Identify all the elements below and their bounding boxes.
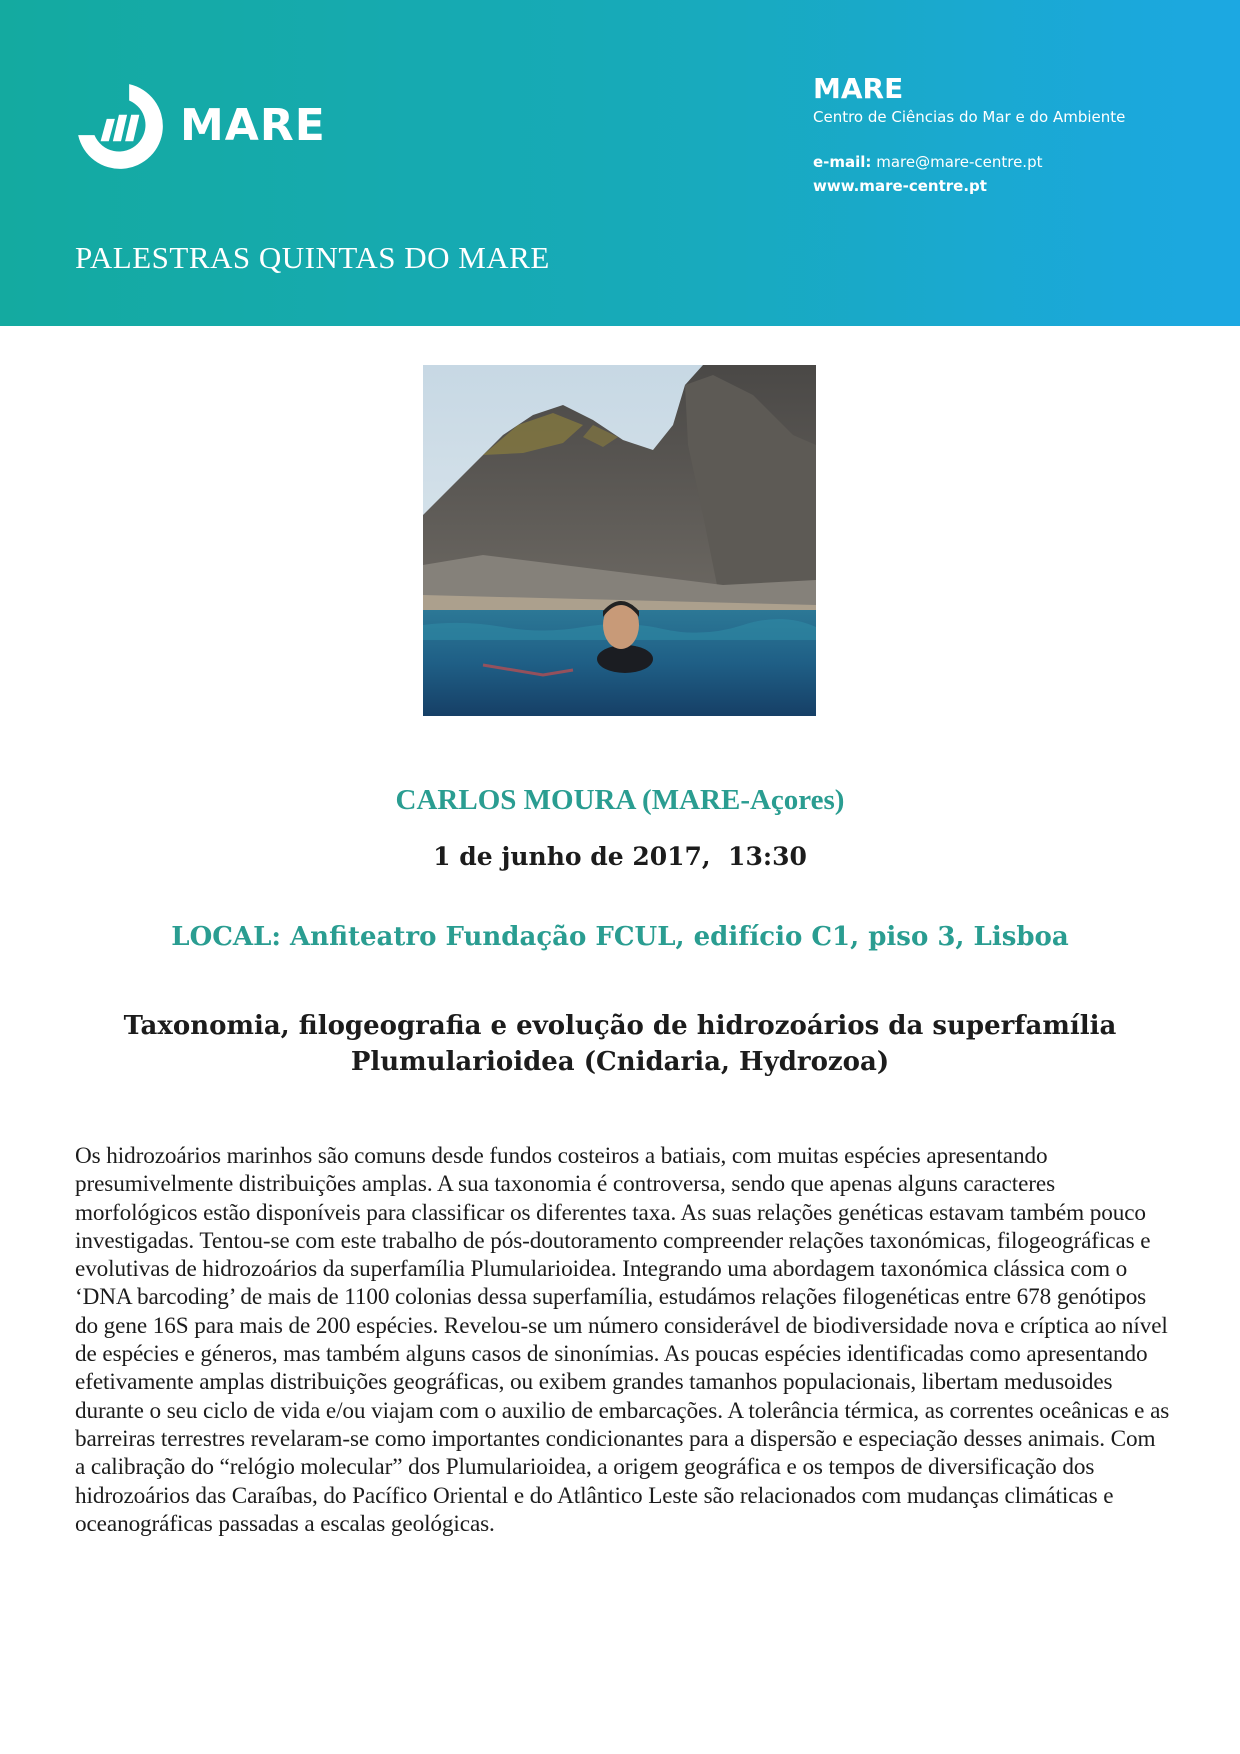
- logo-wordmark: MARE: [180, 100, 326, 151]
- talk-title-line-1: Taxonomia, filogeografia e evolução de hidrozoários da superfamília: [123, 1011, 1117, 1041]
- email-link[interactable]: mare@mare-centre.pt: [876, 153, 1043, 171]
- event-location: LOCAL: Anfiteatro Fundação FCUL, edifício C1, piso 3, Lisboa: [171, 922, 1069, 952]
- website-link[interactable]: www.mare-centre.pt: [813, 177, 987, 195]
- mare-logo-icon: [70, 76, 172, 178]
- email-label: e-mail:: [813, 153, 872, 171]
- talk-title: [80, 1008, 1160, 1080]
- speaker-photo: [423, 365, 816, 716]
- event-date: 1 de junho de 2017, 13:30: [433, 842, 807, 871]
- series-title: PALESTRAS QUINTAS DO MARE: [75, 240, 550, 275]
- speaker-name: CARLOS MOURA (MARE-Açores): [395, 784, 845, 816]
- header-banner: [0, 0, 1240, 326]
- org-email-line: [813, 150, 1125, 174]
- diver-at-sea-photo: [423, 365, 816, 716]
- org-contact-block: [813, 72, 1125, 198]
- org-name: MARE: [813, 72, 904, 105]
- org-subtitle: Centro de Ciências do Mar e do Ambiente: [813, 108, 1126, 126]
- talk-title-line-2: Plumularioidea (Cnidaria, Hydrozoa): [350, 1047, 890, 1077]
- abstract-text: Os hidrozoários marinhos são comuns desde fundos costeiros a batiais, com muitas espécies apresentando presumivelmente distribuições amplas. A sua taxonomia é controversa, sendo que apenas alguns caracteres morfológicos estão disponíveis para classificar os diferentes taxa. As suas relações genéticas estavam também pouco investigadas. Tentou-se com este trabalho de pós-doutoramento compreender relações taxonómicas, filogeográficas e evolutivas de hidrozoários da superfamília Plumularioidea. Integrando uma abordagem taxonómica clássica com o ‘DNA barcoding’ de mais de 1100 colonias dessa superfamília, estudámos relações filogenéticas entre 678 genótipos do gene 16S para mais de 200 espécies. Revelou-se um número considerável de biodiversidade nova e críptica ao nível de espécies e géneros, mas também alguns casos de sinonímias. As poucas espécies identificadas como apresentando efetivamente amplas distribuições geográficas, ou exibem grandes tamanhos populacionais, libertam medusoides durante o seu ciclo de vida e/ou viajam com o auxilio de embarcações. A tolerância térmica, as correntes oceânicas e as barreiras terrestres revelaram-se como importantes condicionantes para a dispersão e especiação desses animais. Com a calibração do “relógio molecular” dos Plumularioidea, a origem geográfica e os tempos de diversificação dos hidrozoários das Caraíbas, do Pacífico Oriental e do Atlântico Leste são relacionados com mudanças climáticas e oceanográficas passadas a escalas geológicas.: [75, 1143, 1170, 1537]
